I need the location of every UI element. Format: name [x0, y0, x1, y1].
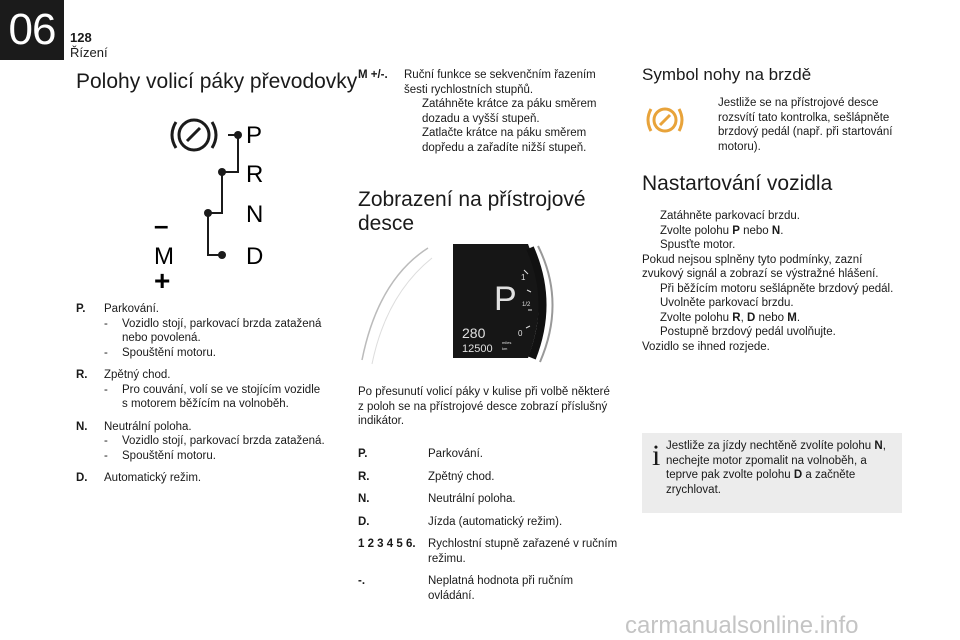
instrument-cluster-image — [358, 240, 598, 370]
gear-letter-r: R — [246, 161, 264, 188]
info-icon: i — [652, 439, 661, 472]
gear-letter-d: D — [246, 243, 264, 270]
dash-scale-mid: 1/2 — [522, 302, 531, 308]
start-procedure-list — [642, 209, 907, 354]
step-item: Uvolněte parkovací brzdu. — [642, 296, 907, 311]
gear-positions-list — [76, 302, 326, 486]
bullet-icon — [642, 296, 660, 311]
info-box — [642, 433, 902, 513]
brake-symbol-title: Symbol nohy na brzdě — [642, 65, 812, 84]
gear-positions-title: Polohy volicí páky převodovky — [76, 70, 358, 93]
step-note: Vozidlo se ihned rozjede. — [642, 340, 770, 353]
dashboard-display-title: Zobrazení na přístrojové desce — [358, 188, 586, 235]
gear-letter-m: M — [154, 243, 174, 270]
footer-watermark: carmanualsonline.info — [625, 612, 859, 639]
step-item: Postupně brzdový pedál uvolňujte. — [642, 325, 907, 340]
bullet-icon — [404, 126, 422, 155]
brake-symbol-text: Jestliže se na přístrojové desce rozsvítí tato kontrolka, sešlápněte brzdový pedál (např. při startování motoru). — [700, 96, 900, 154]
gear-item-n: N. Neutrální poloha. - Vozidlo stojí, parkovací brzda zatažená. - Spouštění motoru. — [76, 420, 325, 462]
dash-scale-top: 1 — [521, 273, 526, 282]
gear-plus: + — [154, 265, 171, 295]
bullet-icon — [642, 238, 660, 253]
step-item: Zvolte polohu R, D nebo M. — [642, 311, 907, 326]
foot-brake-warning-icon — [642, 102, 688, 138]
dash-scale-bottom: 0 — [518, 329, 523, 338]
step-item: Při běžícím motoru sešlápněte brzdový pedál. — [642, 282, 907, 297]
manual-mode-block: M +/-. Ruční funkce se sekvenčním řazením šesti rychlostních stupňů. Zatáhněte krátce za páku směrem dozadu a vyšší stupeň. Zatlačte krátce na páku směrem dopředu a zařadíte nižší stupeň. — [358, 69, 597, 154]
bullet-icon — [642, 282, 660, 297]
gear-item-p: P. Parkování. - Vozidlo stojí, parkovací brzda zatažená nebo povolená. - Spouštění motoru. — [76, 303, 322, 359]
indicator-item: 1 2 3 4 5 6. Rychlostní stupně zařazené v ručním režimu. — [358, 538, 618, 565]
dash-gear-readout: P — [494, 280, 517, 318]
gear-minus: – — [154, 210, 169, 240]
step-note: Pokud nejsou splněny tyto podmínky, zazní zvukový signál a zobrazí se výstražné hlášení. — [642, 253, 879, 280]
gear-letter-n: N — [246, 201, 264, 228]
dash-unit-miles: miles — [502, 340, 512, 345]
section-name: Řízení — [70, 45, 108, 60]
bullet-icon — [404, 97, 422, 126]
gear-item-r: R. Zpětný chod. - Pro couvání, volí se ve stojícím vozidle s motorem běžícím na volnoběh. — [76, 369, 321, 410]
step-item: Zatáhněte parkovací brzdu. — [642, 209, 907, 224]
gear-letter-p: P — [246, 122, 263, 149]
foot-brake-icon — [172, 120, 216, 150]
bullet-icon — [642, 311, 660, 326]
indicator-item: N. Neutrální poloha. — [358, 493, 516, 505]
bullet-icon — [700, 96, 718, 154]
dash-odometer-readout: 12500 — [462, 343, 493, 355]
chapter-number: 06 — [0, 0, 64, 60]
bullet-icon — [642, 224, 660, 239]
step-item: Spusťte motor. — [642, 238, 907, 253]
indicator-item: P. Parkování. — [358, 448, 483, 460]
bullet-icon — [642, 209, 660, 224]
indicator-item: -. Neplatná hodnota při ručním ovládání. — [358, 575, 574, 602]
gear-selector-diagram — [150, 110, 290, 295]
page-number: 128 — [70, 30, 92, 45]
info-text: Jestliže za jízdy nechtěně zvolíte polohu N, nechejte motor zpomalit na volnoběh, a teprve pak zvolte polohu D a začněte zrychlovat. — [666, 440, 886, 496]
gear-item-d: D. Automatický režim. — [76, 472, 202, 484]
dash-unit-km: km — [502, 346, 508, 351]
dashboard-indicator-list — [358, 447, 618, 611]
dashboard-intro-text: Po přesunutí volicí páky v kulise při volbě některé z poloh se na přístrojové desce zobrazí příslušný indikátor. — [358, 386, 610, 427]
dash-speed-readout: 280 — [462, 325, 486, 341]
bullet-icon — [642, 325, 660, 340]
start-vehicle-title: Nastartování vozidla — [642, 172, 833, 195]
step-item: Zvolte polohu P nebo N. — [642, 224, 907, 239]
indicator-item: D. Jízda (automatický režim). — [358, 515, 563, 528]
indicator-item: R. Zpětný chod. — [358, 470, 495, 483]
